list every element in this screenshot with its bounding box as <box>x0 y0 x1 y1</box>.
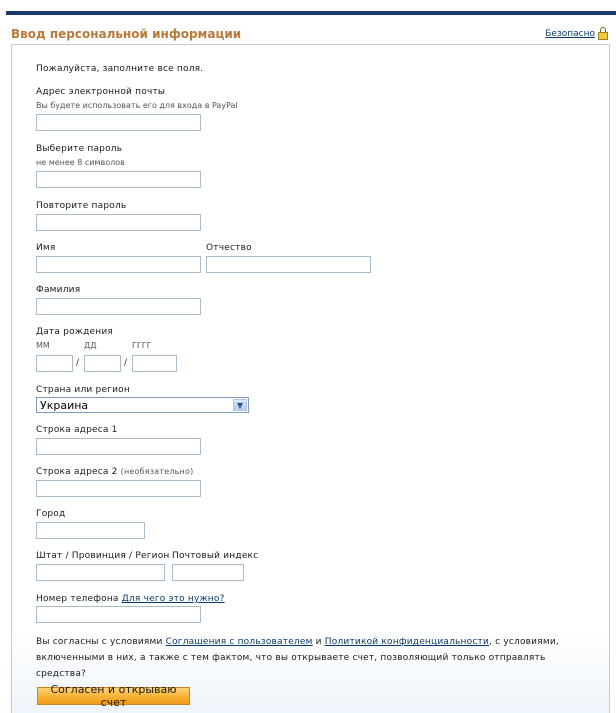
date-separator: / <box>76 358 80 368</box>
city-label: Город <box>36 509 66 519</box>
password-field[interactable] <box>36 171 201 188</box>
privacy-policy-link[interactable]: Политикой конфиденциальности <box>324 637 489 647</box>
address2-field[interactable] <box>36 480 201 497</box>
intro-text: Пожалуйста, заполните все поля. <box>36 64 204 74</box>
country-select[interactable] <box>36 397 249 413</box>
address1-label: Строка адреса 1 <box>36 425 118 435</box>
email-label: Адрес электронной почты <box>36 87 166 97</box>
country-selected-value: Украина <box>40 399 89 412</box>
zip-label: Почтовый индекс <box>172 551 259 561</box>
password-label: Выберите пароль <box>36 144 123 154</box>
state-label: Штат / Провинция / Регион <box>36 551 170 561</box>
email-field[interactable] <box>36 114 201 131</box>
password-repeat-label: Повторите пароль <box>36 201 127 211</box>
agreement-text <box>36 634 576 682</box>
middle-name-label: Отчество <box>206 243 252 253</box>
lock-icon <box>598 27 608 40</box>
zip-field[interactable] <box>172 564 244 581</box>
agree-and-open-account-button[interactable]: Согласен и открываю счет <box>37 687 190 705</box>
password-repeat-field[interactable] <box>36 214 201 231</box>
birth-month-field[interactable] <box>36 355 73 372</box>
phone-label-row <box>36 594 225 604</box>
birth-day-label: ДД <box>84 341 97 350</box>
agreement-text-part: Вы согласны с условиями <box>36 637 166 647</box>
birth-day-field[interactable] <box>84 355 121 372</box>
date-separator: / <box>124 358 128 368</box>
secure-link[interactable]: Безопасно <box>545 28 595 39</box>
why-needed-link[interactable]: Для чего это нужно? <box>121 594 225 604</box>
password-hint: не менее 8 символов <box>36 158 125 167</box>
address2-label: Строка адреса 2 <box>36 467 118 477</box>
phone-field[interactable] <box>36 606 201 623</box>
first-name-label: Имя <box>36 243 56 253</box>
birth-date-label: Дата рождения <box>36 327 113 337</box>
agreement-text-part: и <box>312 637 325 647</box>
city-field[interactable] <box>36 522 145 539</box>
secure-indicator <box>545 27 608 40</box>
first-name-field[interactable] <box>36 256 201 273</box>
agreement-text-part: , с условиями, включенными в них, а также с тем фактом, что вы открываете счет, позволяющий только отправлять средства? <box>36 637 559 679</box>
page-title: Ввод персональной информации <box>11 27 242 41</box>
address1-field[interactable] <box>36 438 201 455</box>
birth-month-label: ММ <box>36 341 50 350</box>
phone-label: Номер телефона <box>36 594 119 604</box>
birth-year-label: ГГГГ <box>132 341 152 350</box>
last-name-field[interactable] <box>36 298 201 315</box>
state-field[interactable] <box>36 564 165 581</box>
email-hint: Вы будете использовать его для входа в PayPal <box>36 101 238 110</box>
last-name-label: Фамилия <box>36 285 81 295</box>
address2-optional: (необязательно) <box>120 467 194 476</box>
address2-label-row <box>36 467 193 477</box>
birth-year-field[interactable] <box>132 355 177 372</box>
country-label: Страна или регион <box>36 385 130 395</box>
top-bar <box>6 11 616 15</box>
middle-name-field[interactable] <box>206 256 371 273</box>
user-agreement-link[interactable]: Соглашения с пользователем <box>165 637 313 647</box>
chevron-down-icon[interactable]: ▼ <box>233 399 247 411</box>
